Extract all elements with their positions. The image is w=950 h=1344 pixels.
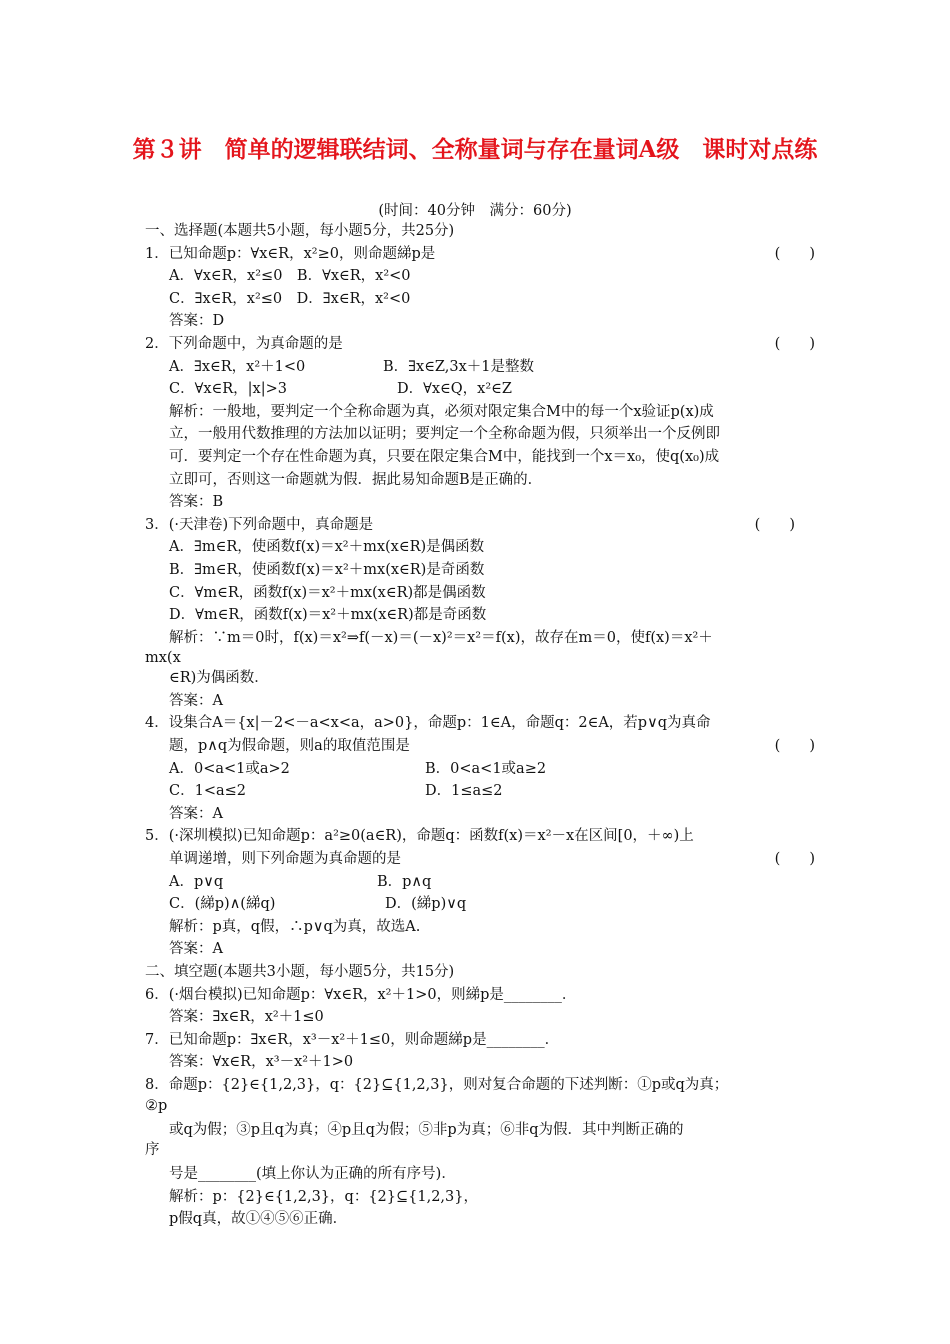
question-8-stem: 或q为假；③p且q为真；④p且q为假；⑤非p为真；⑥非q为假．其中判断正确的 — [169, 1121, 684, 1138]
question-4-options-row2 — [145, 780, 825, 803]
question-5-analysis: 解析：p真，q假，∴p∨q为真，故选A. — [169, 918, 421, 935]
option-b: B．p∧q — [377, 873, 432, 890]
option-d: D．∀x∈Q，x²∈Z — [397, 381, 512, 398]
question-3-analysis: 解析：∵m＝0时，f(x)＝x²⇒f(－x)＝(－x)²＝x²＝f(x)，故存在m＝0，使f(x)＝x²＋ — [169, 629, 713, 646]
time-score-info: (时间：40分钟 满分：60分) — [378, 203, 572, 219]
question-8-analysis: 解析：p：{2}∈{1,2,3}，q：{2}⊆{1,2,3}， — [169, 1188, 478, 1205]
page-title: 第３讲 简单的逻辑联结词、全称量词与存在量词A级 课时对点练 — [132, 136, 818, 163]
answer-blank: ( ) — [774, 245, 815, 262]
question-8-stem: ②p — [145, 1097, 168, 1114]
question-6-stem: 6．(·烟台模拟)已知命题p：∀x∈R，x²＋1>0，则綈p是________． — [145, 986, 577, 1003]
question-8-stem: 8．命题p：{2}∈{1,2,3}，q：{2}⊆{1,2,3}，则对复合命题的下述判断：①p或q为真； — [145, 1076, 729, 1093]
question-6-answer: 答案：∃x∈R，x²＋1≤0 — [169, 1009, 324, 1026]
question-2-analysis: 可．要判定一个存在性命题为真，只要在限定集合M中，能找到一个x＝x₀，使q(x₀)成 — [169, 448, 720, 465]
question-4-answer: 答案：A — [169, 805, 223, 822]
question-2-analysis: 解析：一般地，要判定一个全称命题为真，必须对限定集合M中的每一个x验证p(x)成 — [169, 403, 714, 420]
question-1-options-row2: C．∃x∈R，x²≤0 D．∃x∈R，x²<0 — [169, 290, 411, 307]
option-d: D．(綈p)∨q — [385, 896, 467, 913]
option-b: B．∃m∈R，使函数f(x)＝x²＋mx(x∈R)是奇函数 — [169, 561, 485, 578]
question-7-answer: 答案：∀x∈R，x³－x²＋1>0 — [169, 1054, 354, 1071]
question-2-answer: 答案：B — [169, 494, 224, 511]
question-2-stem: 2．下列命题中，为真命题的是 ( ) — [145, 333, 825, 356]
question-8-analysis: p假q真，故①④⑤⑥正确． — [169, 1211, 348, 1228]
question-2-options-row1 — [145, 356, 825, 379]
option-a: A．p∨q — [169, 873, 224, 890]
question-2-options-row2 — [145, 378, 825, 401]
question-4-stem: 题，p∧q为假命题，则a的取值范围是 ( ) — [145, 735, 825, 758]
section-heading: 二、填空题(本题共3小题，每小题5分，共15分) — [145, 964, 455, 980]
option-a: A．0<a<1或a>2 — [169, 760, 290, 777]
question-5-stem: 5．(·深圳模拟)已知命题p：a²≥0(a∈R)，命题q：函数f(x)＝x²－x在区间[0，＋∞)上 — [145, 828, 694, 845]
question-8-stem: 号是________(填上你认为正确的所有序号)． — [169, 1166, 456, 1183]
option-a: A．∃m∈R，使函数f(x)＝x²＋mx(x∈R)是偶函数 — [169, 539, 485, 556]
option-c: C．∀m∈R，函数f(x)＝x²＋mx(x∈R)都是偶函数 — [169, 584, 486, 601]
question-7-stem: 7．已知命题p：∃x∈R，x³－x²＋1≤0，则命题綈p是________． — [145, 1031, 560, 1048]
question-3-analysis: mx(x — [145, 650, 181, 667]
option-d: D．1≤a≤2 — [425, 783, 503, 800]
question-3-answer: 答案：A — [169, 692, 223, 709]
question-5-options-row2 — [145, 893, 825, 916]
question-3-stem: 3．(·天津卷)下列命题中，真命题是 ( ) — [145, 514, 825, 537]
answer-blank: ( ) — [754, 516, 795, 533]
question-5-options-row1 — [145, 871, 825, 894]
answer-blank: ( ) — [774, 335, 815, 352]
question-3-analysis: ∈R)为偶函数． — [169, 670, 269, 687]
question-4-stem: 4．设集合A＝{x|－2<－a<x<a，a>0}，命题p：1∈A，命题q：2∈A，若p∨q为真命 — [145, 715, 711, 732]
question-2-analysis: 立即可，否则这一命题就为假．据此易知命题B是正确的． — [169, 471, 543, 488]
question-1-options-row1: A．∀x∈R，x²≤0 B．∀x∈R，x²<0 — [169, 268, 411, 285]
option-c: C．(綈p)∧(綈q) — [169, 896, 276, 913]
option-c: C．1<a≤2 — [169, 783, 246, 800]
option-b: B．0<a<1或a≥2 — [425, 760, 547, 777]
document-body — [145, 220, 825, 1231]
answer-blank: ( ) — [774, 738, 815, 755]
question-5-answer: 答案：A — [169, 941, 223, 958]
question-1-stem: 1．已知命题p：∀x∈R，x²≥0，则命题綈p是 ( ) — [145, 243, 825, 266]
option-a: A．∃x∈R，x²＋1<0 — [169, 358, 306, 375]
option-b: B．∃x∈Z,3x＋1是整数 — [383, 358, 534, 375]
question-8-stem: 序 — [145, 1142, 160, 1159]
question-1-answer: 答案：D — [169, 313, 225, 330]
question-2-analysis: 立，一般用代数推理的方法加以证明；要判定一个全称命题为假，只须举出一个反例即 — [169, 426, 720, 443]
answer-blank: ( ) — [774, 851, 815, 868]
option-c: C．∀x∈R，|x|>3 — [169, 381, 287, 398]
question-5-stem: 单调递增，则下列命题为真命题的是 ( ) — [145, 848, 825, 871]
section-heading: 一、选择题(本题共5小题，每小题5分，共25分) — [145, 223, 455, 239]
question-4-options-row1 — [145, 758, 825, 781]
option-d: D．∀m∈R，函数f(x)＝x²＋mx(x∈R)都是奇函数 — [169, 607, 487, 624]
